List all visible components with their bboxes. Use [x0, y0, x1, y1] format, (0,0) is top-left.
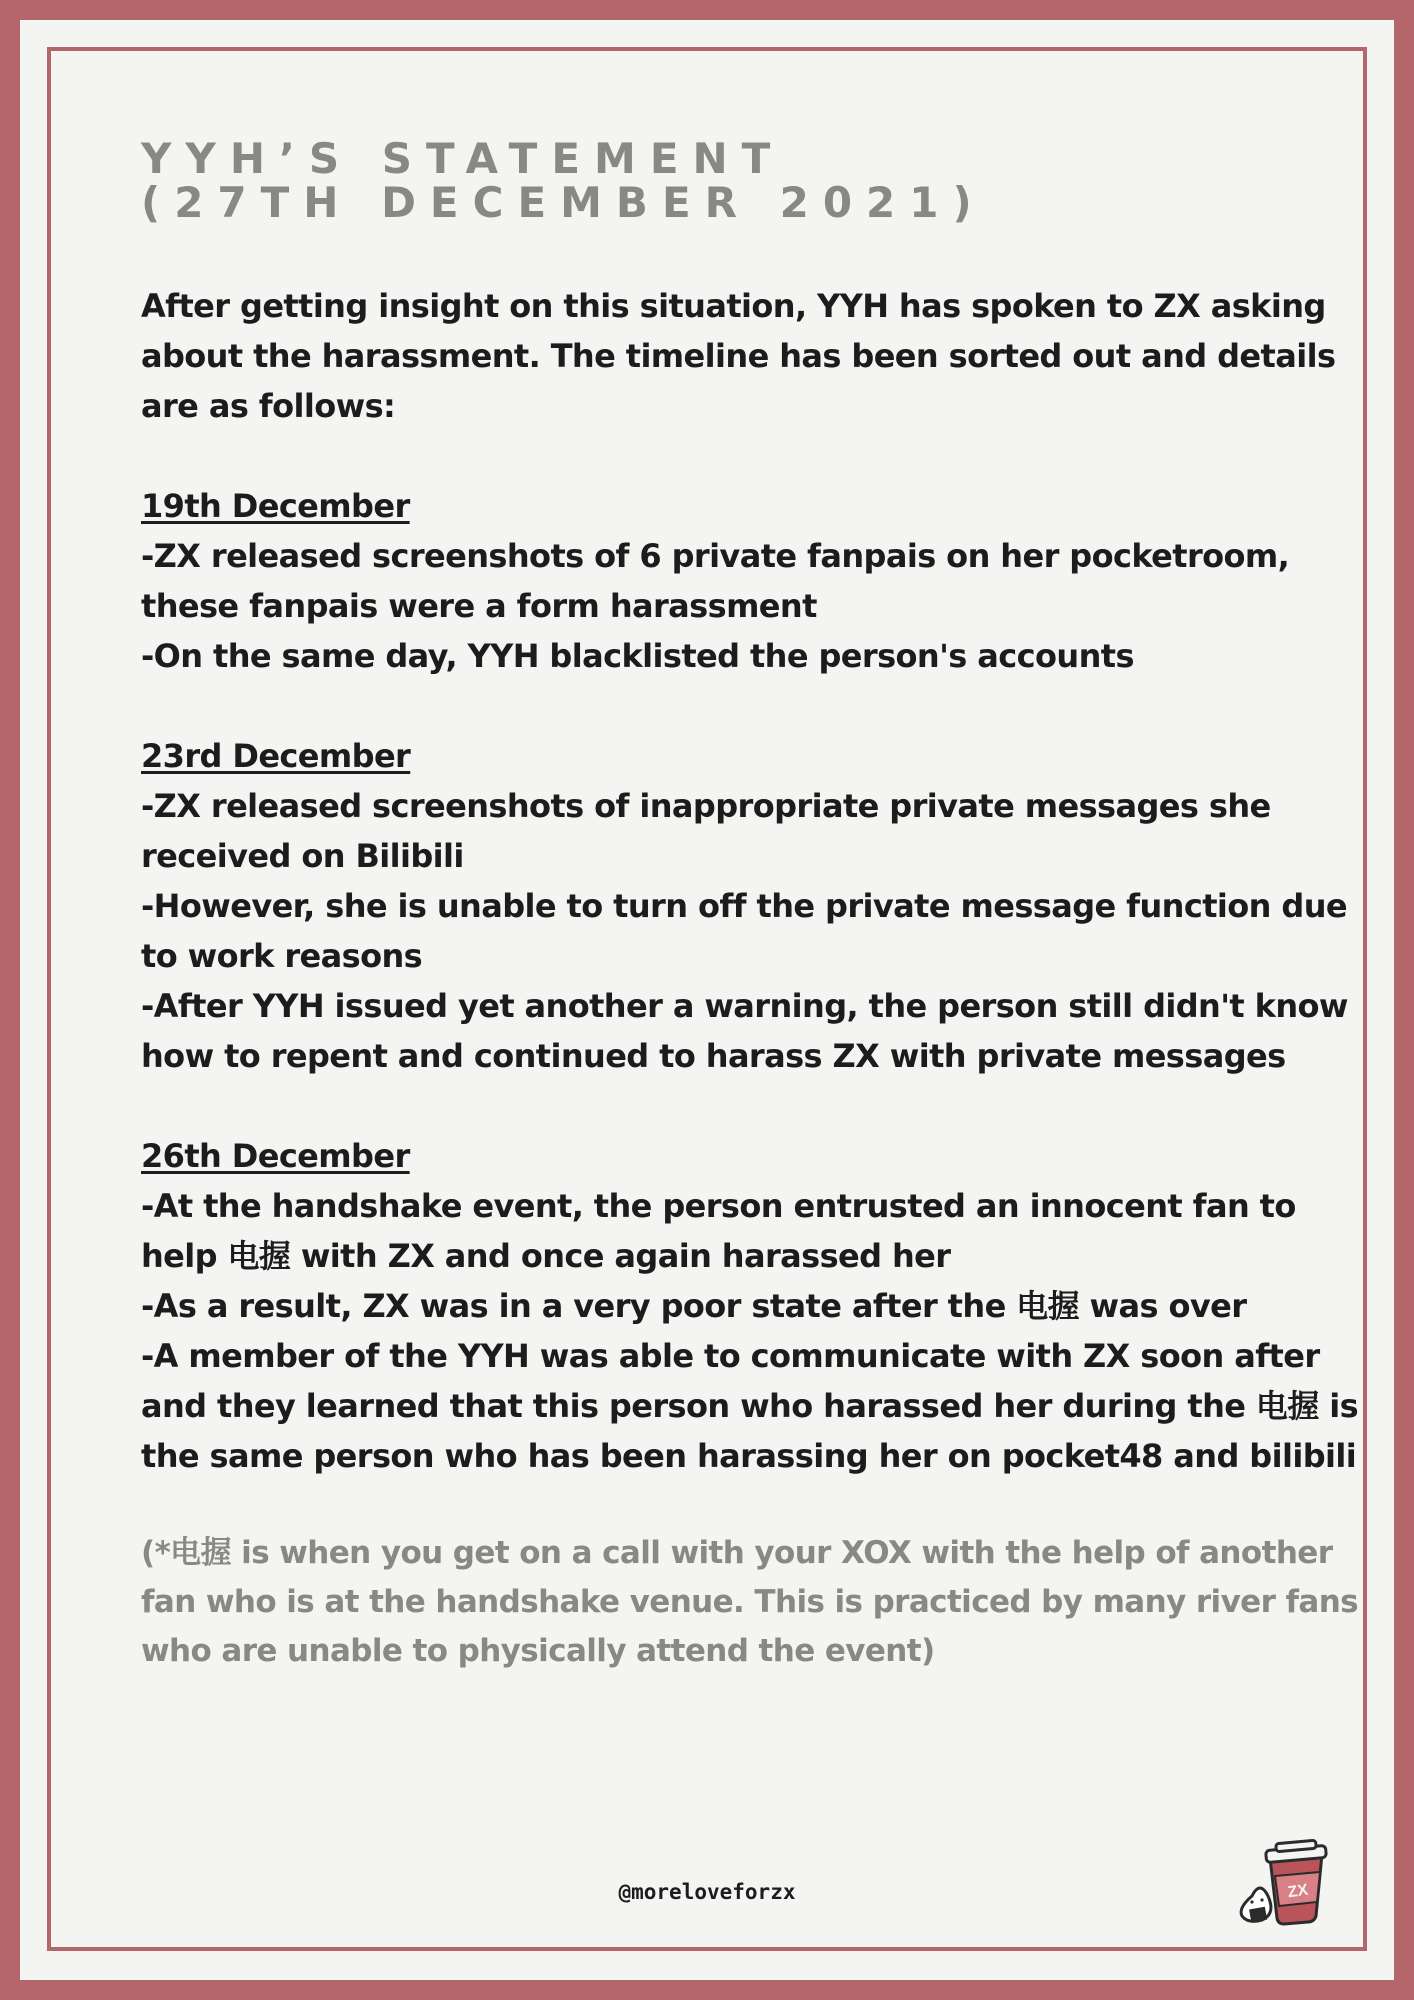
section-19th-december	[141, 481, 1291, 681]
section-line: to work reasons	[141, 937, 423, 975]
section-line: how to repent and continued to harass ZX with private messages	[141, 1037, 1286, 1075]
section-23rd-december	[141, 731, 1348, 1081]
title-line-2: (27TH DECEMBER 2021)	[141, 178, 986, 227]
section-date: 19th December	[141, 487, 410, 525]
section-line: help 电握 with ZX and once again harassed her	[141, 1237, 951, 1275]
page-title	[141, 134, 1291, 227]
intro-line: After getting insight on this situation, YYH has spoken to ZX asking	[141, 287, 1326, 325]
section-line: -A member of the YYH was able to communicate with ZX soon after	[141, 1337, 1320, 1375]
intro-paragraph	[141, 281, 1336, 431]
title-line-1: YYH’S STATEMENT	[141, 134, 785, 183]
section-line: -At the handshake event, the person entrusted an innocent fan to	[141, 1187, 1296, 1225]
statement-content	[141, 134, 1359, 1676]
section-date: 23rd December	[141, 737, 411, 775]
section-line: received on Bilibili	[141, 837, 464, 875]
intro-line: are as follows:	[141, 387, 396, 425]
section-line: and they learned that this person who harassed her during the 电握 is	[141, 1387, 1359, 1425]
footnote-line: (*电握 is when you get on a call with your XOX with the help of another	[141, 1535, 1333, 1571]
section-line: -However, she is unable to turn off the private message function due	[141, 887, 1347, 925]
footer-handle: @moreloveforzx	[618, 1880, 796, 1904]
section-line: -As a result, ZX was in a very poor state after the 电握 was over	[141, 1287, 1247, 1325]
footnote-line: fan who is at the handshake venue. This is practiced by many river fans	[141, 1584, 1359, 1620]
section-line: -ZX released screenshots of 6 private fanpais on her pocketroom,	[141, 537, 1290, 575]
section-26th-december	[141, 1131, 1359, 1481]
section-line: -After YYH issued yet another a warning, the person still didn't know	[141, 987, 1348, 1025]
mascot-label: ZX	[1286, 1881, 1310, 1902]
coffee-cup-onigiri-icon	[1232, 1836, 1332, 1936]
section-line: -ZX released screenshots of inappropriate private messages she	[141, 787, 1271, 825]
footnote-line: who are unable to physically attend the event)	[141, 1633, 935, 1669]
footnote	[141, 1529, 1359, 1676]
section-line: these fanpais were a form harassment	[141, 587, 817, 625]
intro-line: about the harassment. The timeline has been sorted out and details	[141, 337, 1336, 375]
section-line: -On the same day, YYH blacklisted the person's accounts	[141, 637, 1134, 675]
section-line: the same person who has been harassing her on pocket48 and bilibili	[141, 1437, 1357, 1475]
section-date: 26th December	[141, 1137, 410, 1175]
